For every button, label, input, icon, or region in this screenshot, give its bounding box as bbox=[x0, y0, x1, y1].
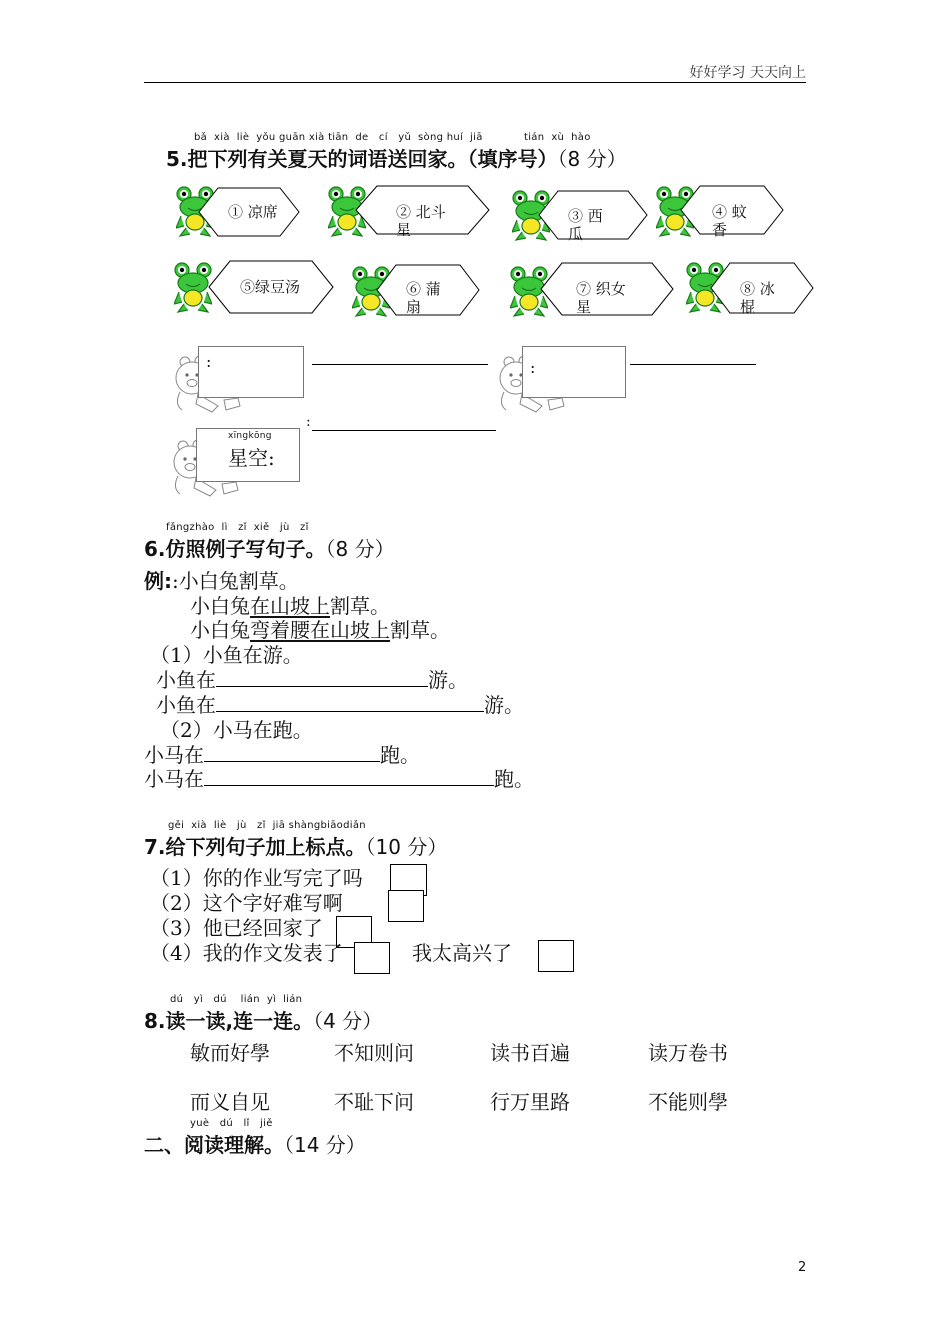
q6-title: 6.仿照例子写句子。（8 分） bbox=[144, 537, 395, 561]
q7-sentence-1: （1）你的作业写完了吗 bbox=[150, 866, 363, 890]
q7-sentence-4b: 我太高兴了 bbox=[412, 941, 512, 965]
house-colon-2: : bbox=[530, 358, 536, 377]
q8-score: （4 分） bbox=[313, 1009, 383, 1033]
house3-pinyin: xīngkōng bbox=[228, 431, 272, 441]
q5-pinyin-2: tián xù hào bbox=[524, 132, 591, 143]
q7-score: （10 分） bbox=[365, 835, 448, 859]
q7-sentence-4: （4）我的作文发表了 bbox=[150, 941, 343, 965]
match-bottom-1[interactable]: 而义自见 bbox=[190, 1090, 270, 1114]
fill-line-2b: 小马在 跑。 bbox=[144, 767, 534, 791]
hexagon-item-6: ⑥ 蒲扇 bbox=[406, 280, 441, 316]
fill-line-1a: 小鱼在 游。 bbox=[156, 668, 468, 692]
section2-title: 二、阅读理解。（14 分） bbox=[144, 1133, 366, 1157]
house-colon-1: : bbox=[206, 352, 212, 371]
match-top-2[interactable]: 不知则问 bbox=[334, 1041, 414, 1065]
house3-label: 星空: bbox=[228, 446, 275, 470]
q6-score: （8 分） bbox=[325, 537, 395, 561]
hexagon-item-4: ④ 蚊香 bbox=[712, 203, 747, 239]
hexagon-item-7: ⑦ 织女星 bbox=[576, 280, 626, 316]
match-bottom-3[interactable]: 行万里路 bbox=[490, 1090, 570, 1114]
header-motto: 好好学习 天天向上 bbox=[689, 65, 806, 81]
q8-title: 8.读一读,连一连。（4 分） bbox=[144, 1009, 383, 1033]
hexagon-item-5: ⑤绿豆汤 bbox=[240, 278, 301, 296]
q5-score: （8 分） bbox=[557, 147, 627, 171]
header-rule bbox=[144, 82, 806, 83]
match-top-4[interactable]: 读万卷书 bbox=[648, 1041, 728, 1065]
q5-title: 5.把下列有关夏天的词语送回家。（填序号）（8 分） bbox=[166, 147, 627, 171]
q8-pinyin: dú yì dú lián yì lián bbox=[170, 994, 303, 1005]
punctuation-box-5[interactable] bbox=[538, 940, 574, 972]
fill-line-1b: 小鱼在 游。 bbox=[156, 693, 524, 717]
q7-sentence-3: （3）他已经回家了 bbox=[150, 916, 323, 940]
q7-title: 7.给下列句子加上标点。（10 分） bbox=[144, 835, 448, 859]
punctuation-box-4[interactable] bbox=[354, 942, 390, 974]
match-bottom-4[interactable]: 不能则學 bbox=[648, 1090, 728, 1114]
section2-score: （14 分） bbox=[284, 1133, 366, 1157]
frog-icon bbox=[174, 258, 212, 314]
house-colon-3: : bbox=[306, 414, 311, 430]
match-bottom-2[interactable]: 不耻下问 bbox=[334, 1090, 414, 1114]
prompt-2: （2）小马在跑。 bbox=[160, 718, 313, 742]
section2-pinyin: yuè dú lǐ jiě bbox=[190, 1118, 273, 1129]
match-top-3[interactable]: 读书百遍 bbox=[490, 1041, 570, 1065]
house-card-1 bbox=[198, 346, 304, 398]
match-top-1[interactable]: 敏而好學 bbox=[190, 1041, 270, 1065]
page-number: 2 bbox=[798, 1260, 807, 1275]
q5-pinyin: bǎ xià liè yǒu guān xià tiān de cí yǔ sòng huí jiā bbox=[194, 132, 483, 143]
punctuation-box-2[interactable] bbox=[388, 890, 424, 922]
answer-line-1[interactable] bbox=[312, 364, 488, 365]
q7-pinyin: gěi xià liè jù zǐ jiā shàngbiāodiǎn bbox=[168, 820, 366, 831]
example-line-3: 小白兔弯着腰在山坡上割草。 bbox=[190, 618, 450, 642]
q7-sentence-2: （2）这个字好难写啊 bbox=[150, 891, 343, 915]
hexagon-item-1: ① 凉席 bbox=[228, 203, 278, 221]
hexagon-item-8: ⑧ 冰棍 bbox=[740, 280, 775, 316]
q6-pinyin: fǎngzhào lì zǐ xiě jù zǐ bbox=[166, 522, 309, 533]
fill-line-2a: 小马在 跑。 bbox=[144, 743, 420, 767]
answer-line-3[interactable] bbox=[312, 430, 496, 431]
example-line-1: 例::小白兔割草。 bbox=[144, 569, 299, 593]
house-card-2 bbox=[522, 346, 626, 398]
example-line-2: 小白兔在山坡上割草。 bbox=[190, 594, 390, 618]
prompt-1: （1）小鱼在游。 bbox=[150, 643, 303, 667]
answer-line-2[interactable] bbox=[630, 364, 756, 365]
hexagon-item-2: ② 北斗星 bbox=[396, 203, 446, 239]
hexagon-item-3: ③ 西瓜 bbox=[568, 207, 603, 243]
